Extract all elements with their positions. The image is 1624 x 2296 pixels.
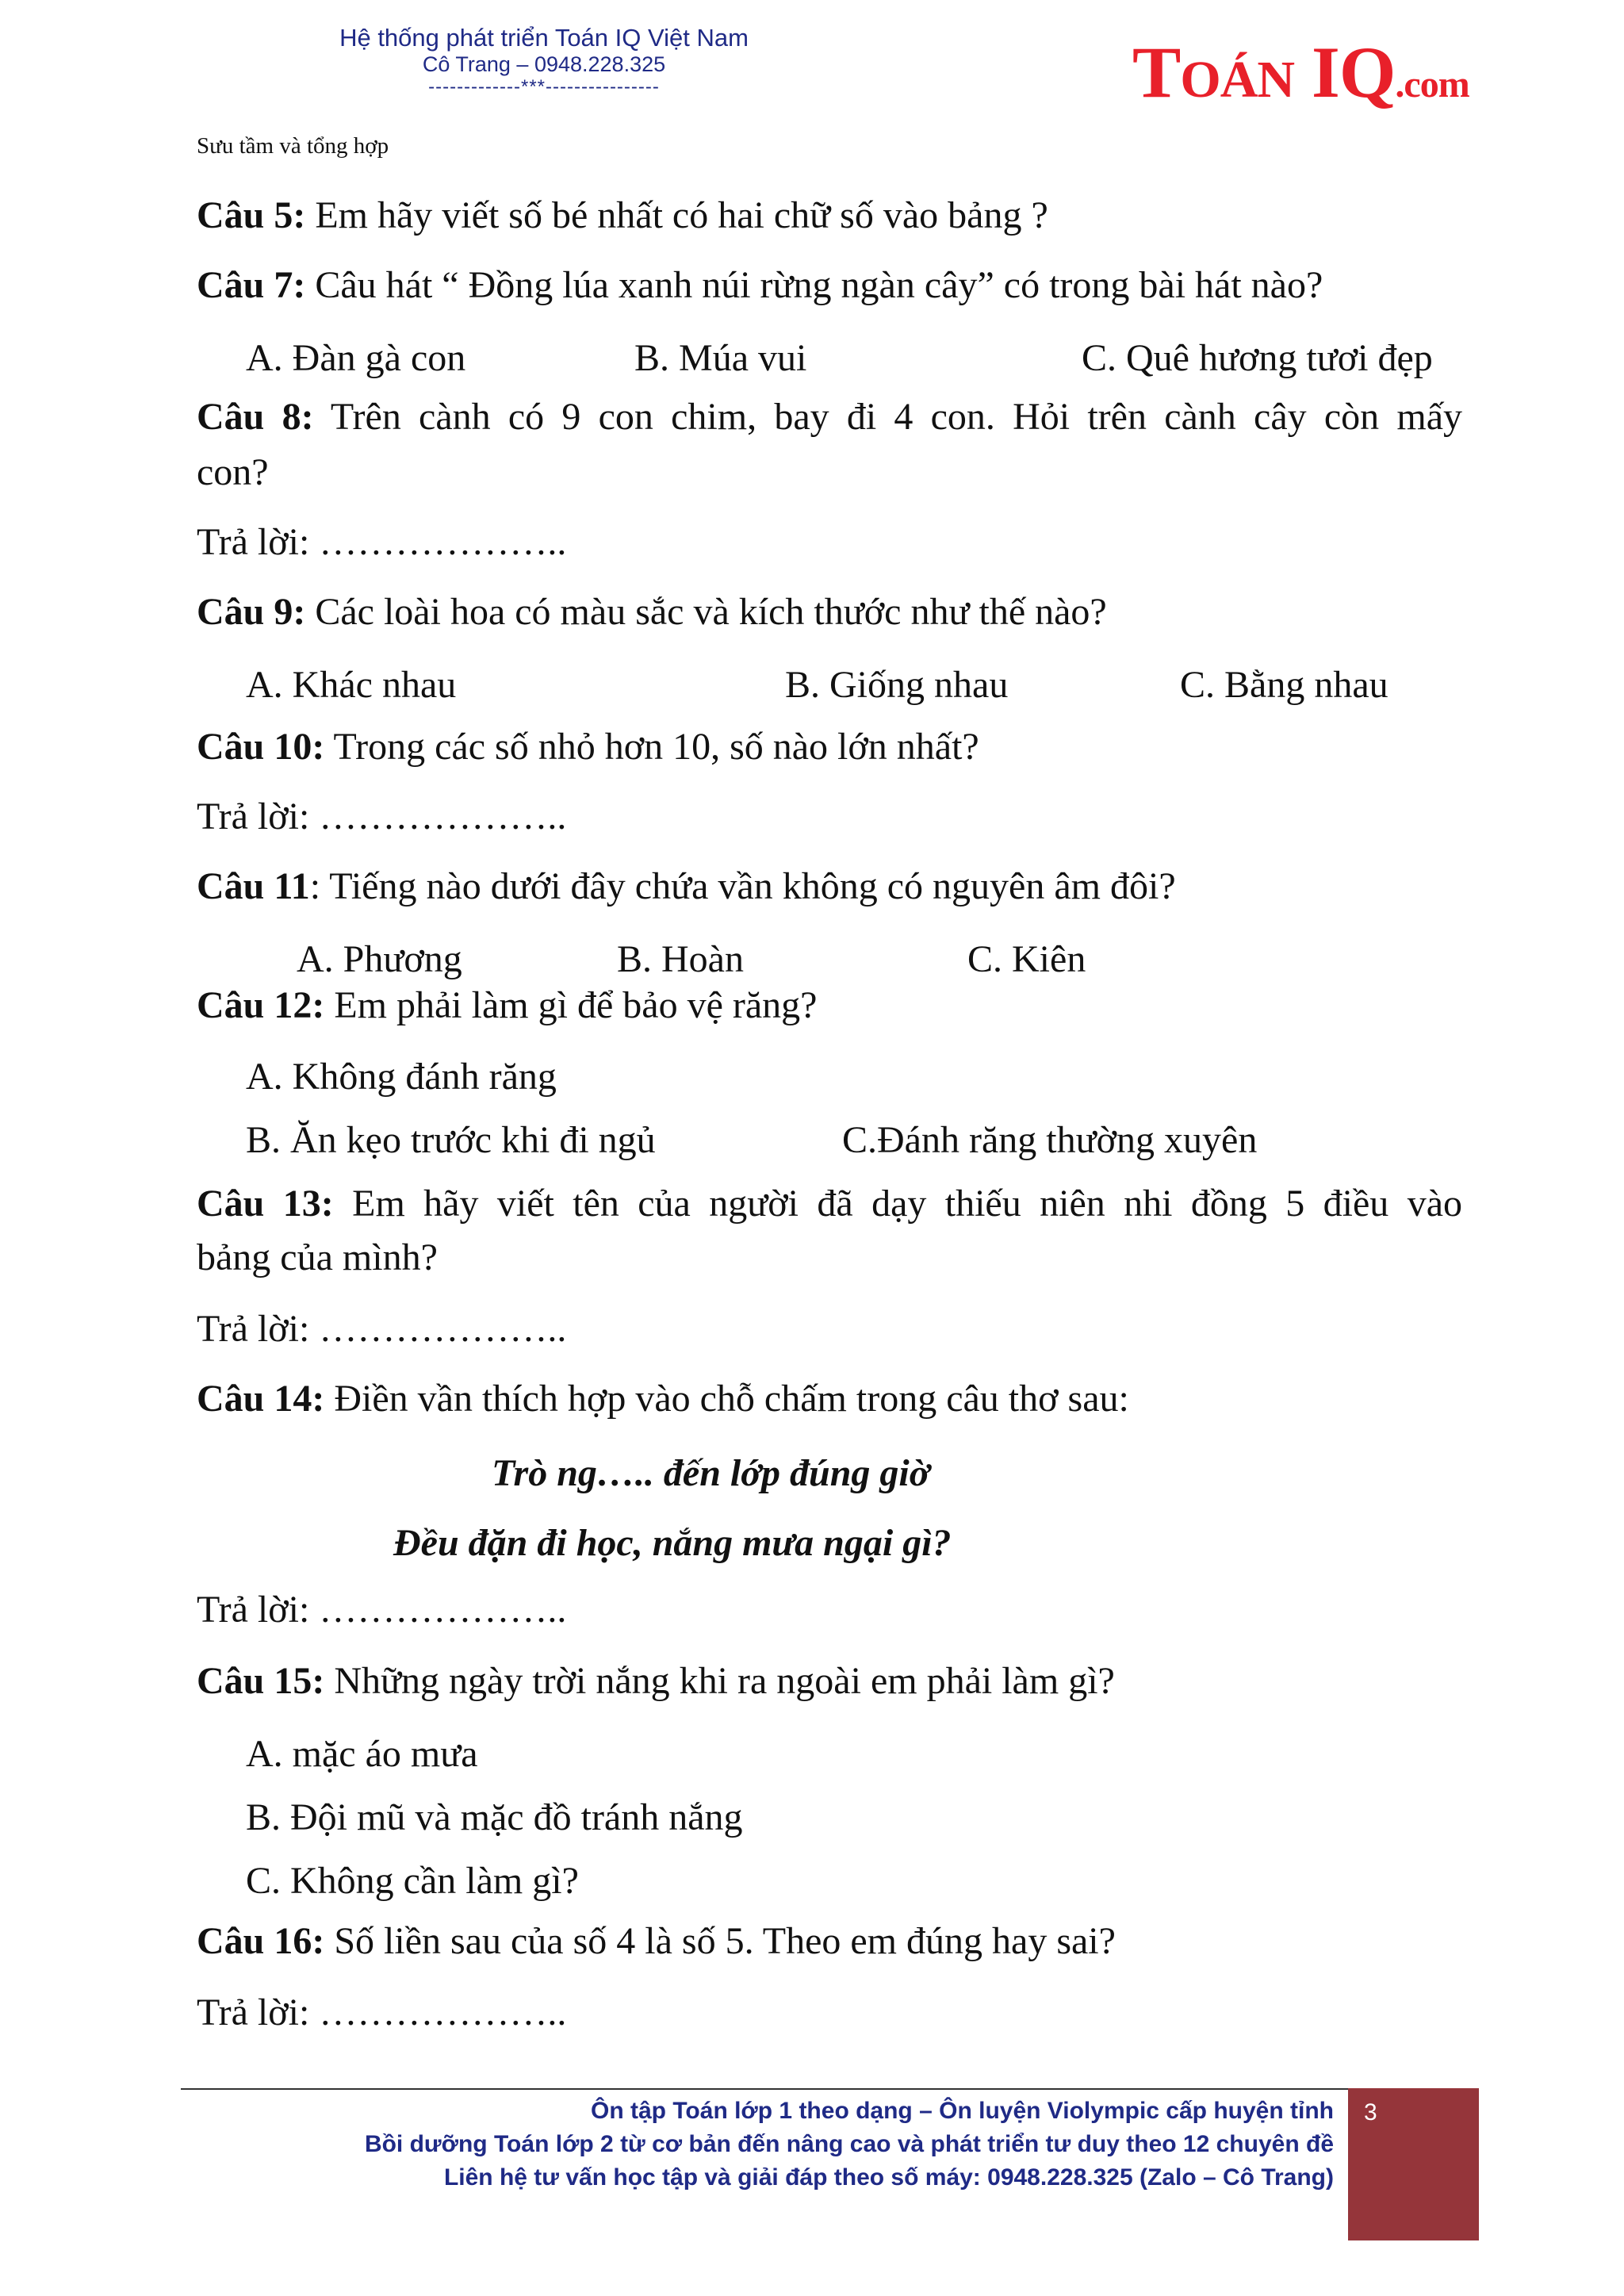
question-label: Câu 8: — [197, 396, 314, 438]
question-11 — [197, 865, 1176, 907]
question-13 — [197, 1182, 1462, 1225]
question-label: Câu 9: — [197, 591, 306, 633]
question-label: Câu 5: — [197, 194, 306, 236]
option-a: A. Không đánh răng — [246, 1056, 557, 1098]
document-subtitle: Sưu tầm và tổng hợp — [197, 133, 389, 159]
question-text: : Tiếng nào dưới đây chứa vần không có nguyên âm đôi? — [309, 865, 1176, 907]
question-text: Em phải làm gì để bảo vệ răng? — [324, 984, 818, 1026]
answer-line: Trả lời: ……………….. — [197, 1589, 567, 1631]
question-text: Các loài hoa có màu sắc và kích thước như thế nào? — [305, 591, 1107, 633]
question-text: Trong các số nhỏ hơn 10, số nào lớn nhất? — [324, 726, 979, 768]
answer-line: Trả lời: ……………….. — [197, 1308, 567, 1350]
question-label: Câu 14: — [197, 1378, 325, 1420]
question-label: Câu 13: — [197, 1182, 334, 1225]
option-c: C. Quê hương tươi đẹp — [1082, 337, 1433, 379]
page-number: 3 — [1364, 2099, 1377, 2125]
question-text: Điền vần thích hợp vào chỗ chấm trong câu thơ sau: — [324, 1378, 1129, 1420]
option-a: A. Phương — [297, 938, 462, 980]
question-13-continued: bảng của mình? — [197, 1236, 438, 1278]
option-b: B. Giống nhau — [785, 664, 1009, 706]
question-label: Câu 12: — [197, 984, 325, 1026]
question-7 — [197, 266, 1323, 305]
question-12 — [197, 984, 818, 1026]
question-label: Câu 10: — [197, 726, 325, 768]
question-text: Em hãy viết tên của người đã dạy thiếu niên nhi đồng 5 điều vào — [333, 1182, 1462, 1225]
option-a: A. Khác nhau — [246, 664, 457, 706]
option-c: C. Bằng nhau — [1180, 664, 1388, 706]
footer-line-3: Liên hệ tư vấn học tập và giải đáp theo số máy: 0948.228.325 (Zalo – Cô Trang) — [443, 2164, 1334, 2191]
question-16 — [197, 1922, 1116, 1961]
question-15 — [197, 1662, 1115, 1700]
answer-line: Trả lời: ……………….. — [197, 795, 567, 838]
question-10 — [197, 728, 979, 766]
question-8 — [197, 398, 1462, 436]
contact-info: Cô Trang – 0948.228.325 — [422, 52, 666, 76]
poem-line-2: Đều đặn đi học, nắng mưa ngại gì? — [393, 1522, 952, 1564]
footer-line-1: Ôn tập Toán lớp 1 theo dạng – Ôn luyện Violympic cấp huyện tỉnh — [591, 2098, 1334, 2124]
question-14 — [197, 1380, 1129, 1418]
option-b: B. Hoàn — [617, 938, 744, 980]
question-text: Trên cành có 9 con chim, bay đi 4 con. Hỏi trên cành cây còn mấy — [313, 396, 1463, 438]
question-text: Câu hát “ Đồng lúa xanh núi rừng ngàn cây” có trong bài hát nào? — [305, 264, 1323, 306]
option-b: B. Ăn kẹo trước khi đi ngủ — [246, 1119, 656, 1161]
header-separator: -------------***---------------- — [428, 76, 660, 98]
option-a: A. Đàn gà con — [246, 337, 466, 379]
organization-name: Hệ thống phát triển Toán IQ Việt Nam — [339, 24, 749, 52]
option-c: C.Đánh răng thường xuyên — [842, 1119, 1258, 1161]
question-text: Những ngày trời nắng khi ra ngoài em phải làm gì? — [324, 1660, 1115, 1702]
question-9 — [197, 593, 1107, 631]
answer-line: Trả lời: ……………….. — [197, 521, 567, 563]
question-label: Câu 16: — [197, 1920, 325, 1962]
poem-line-1: Trò ng….. đến lớp đúng giờ — [492, 1452, 930, 1494]
question-label: Câu 7: — [197, 264, 306, 306]
question-text: Em hãy viết số bé nhất có hai chữ số vào bảng ? — [305, 194, 1048, 236]
question-8-continued: con? — [197, 451, 269, 493]
footer-divider — [181, 2088, 1350, 2090]
option-a: A. mặc áo mưa — [246, 1733, 478, 1775]
question-label: Câu 15: — [197, 1660, 325, 1702]
question-5 — [197, 194, 1048, 236]
option-b: B. Đội mũ và mặc đồ tránh nắng — [246, 1796, 743, 1838]
option-c: C. Kiên — [967, 938, 1086, 980]
option-b: B. Múa vui — [634, 337, 807, 379]
footer-line-2: Bồi dưỡng Toán lớp 2 từ cơ bản đến nâng cao và phát triển tư duy theo 12 chuyên đề — [364, 2131, 1334, 2157]
brand-logo: TOÁN IQ.com — [1132, 32, 1469, 113]
option-c: C. Không cần làm gì? — [246, 1860, 579, 1902]
question-text: Số liền sau của số 4 là số 5. Theo em đúng hay sai? — [324, 1920, 1116, 1962]
answer-line: Trả lời: ……………….. — [197, 1991, 567, 2033]
question-label: Câu 11 — [197, 865, 310, 907]
